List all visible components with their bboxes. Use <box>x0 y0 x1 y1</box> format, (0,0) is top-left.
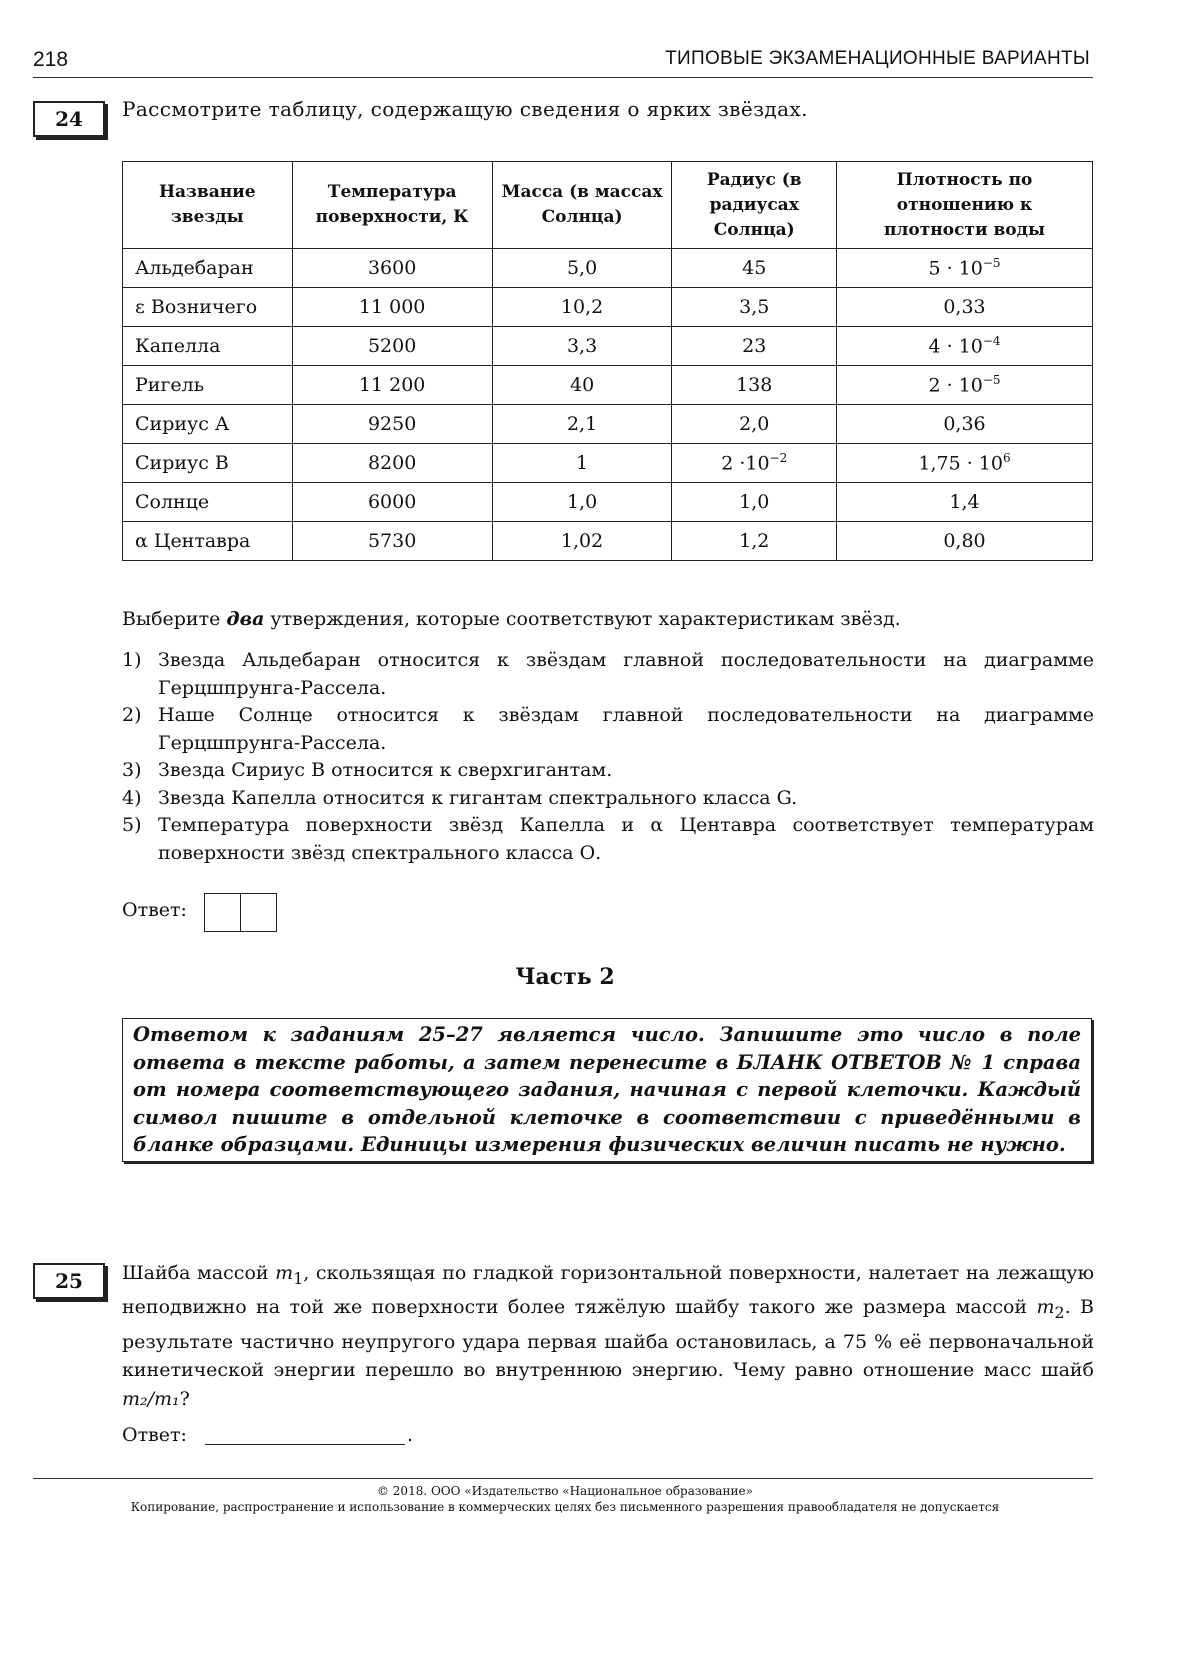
cell-density: $4 \cdot 10^{-4}$ <box>837 327 1093 366</box>
cell-density: $1,75 \cdot 10^6$ <box>837 444 1093 483</box>
statement-item: 5) Температура поверхности звёзд Капелла и α Центавра соответствует температурам поверхности звёзд спектрального класса О. <box>122 814 1094 864</box>
table-row <box>123 522 1093 561</box>
cell-temp: 3600 <box>292 249 492 288</box>
cell-density: 0,36 <box>837 405 1093 444</box>
table-row <box>123 483 1093 522</box>
cell-name: Сириус В <box>123 444 293 483</box>
cell-density: $2 \cdot 10^{-5}$ <box>837 366 1093 405</box>
answer-boxes-24 <box>204 893 277 932</box>
cell-radius: 3,5 <box>672 288 837 327</box>
cell-temp: 5730 <box>292 522 492 561</box>
cell-name: Солнце <box>123 483 293 522</box>
cell-density: 0,80 <box>837 522 1093 561</box>
cell-radius: 1,0 <box>672 483 837 522</box>
table-row <box>123 444 1093 483</box>
task-number-24: 24 <box>33 101 105 137</box>
footer-notice: Копирование, распространение и использование в коммерческих целях без письменного разрешения правообладателя не допускается <box>130 1500 1000 1514</box>
cell-radius: 138 <box>672 366 837 405</box>
cell-mass: 1 <box>492 444 672 483</box>
statement-item: 1) Звезда Альдебаран относится к звёздам главной последовательности на диаграмме Герцшпрунга-Рассела. <box>122 649 1094 699</box>
cell-density: 0,33 <box>837 288 1093 327</box>
task-number-25: 25 <box>33 1263 105 1299</box>
cell-temp: 8200 <box>292 444 492 483</box>
footer-copyright: © 2018. ООО «Издательство «Национальное образование» <box>376 1484 753 1498</box>
cell-mass: 5,0 <box>492 249 672 288</box>
task24-intro: Рассмотрите таблицу, содержащую сведения о ярких звёздах. <box>122 97 808 121</box>
statement-item: 2) Наше Солнце относится к звёздам главной последовательности на диаграмме Герцшпрунга-Рассела. <box>122 704 1094 754</box>
cell-temp: 11 000 <box>292 288 492 327</box>
statements-list <box>122 647 1094 867</box>
cell-radius: 23 <box>672 327 837 366</box>
cell-radius: $2 \cdot 10^{-2}$ <box>672 444 837 483</box>
part2-title: Часть 2 <box>515 964 615 990</box>
cell-temp: 6000 <box>292 483 492 522</box>
table-row <box>123 366 1093 405</box>
header-rule <box>33 77 1093 78</box>
answer-label-25: Ответ: <box>122 1424 187 1446</box>
column-header: Масса (в массах Солнца) <box>492 162 672 249</box>
cell-temp: 11 200 <box>292 366 492 405</box>
cell-mass: 3,3 <box>492 327 672 366</box>
task25-text: Шайба массой $m_1$, скользящая по гладкой горизонтальной поверхности, налетает на лежащую неподвижно на той же поверхности более тяжёлую шайбу такого же размера массой $m_2$. В результате частично неупругого удара первая шайба остановилась, а 75 % её первоначальной кинетической энергии перешло во внутреннюю энергию. Чему равно отношение масс шайб m₂/m₁? <box>122 1262 1094 1410</box>
table-row <box>123 288 1093 327</box>
cell-name: α Центавра <box>123 522 293 561</box>
cell-radius: 2,0 <box>672 405 837 444</box>
cell-radius: 45 <box>672 249 837 288</box>
cell-temp: 5200 <box>292 327 492 366</box>
footer-rule <box>33 1478 1093 1479</box>
answer-period: . <box>407 1424 414 1446</box>
task24-prompt: Выберите два утверждения, которые соответствуют характеристикам звёзд. <box>122 608 901 630</box>
cell-name: Сириус А <box>123 405 293 444</box>
column-header: Плотность по отношению к плотности воды <box>837 162 1093 249</box>
cell-name: Альдебаран <box>123 249 293 288</box>
cell-density: 1,4 <box>837 483 1093 522</box>
column-header: Температура поверхности, К <box>292 162 492 249</box>
page-number: 218 <box>33 48 69 71</box>
table-row <box>123 249 1093 288</box>
cell-mass: 1,0 <box>492 483 672 522</box>
cell-name: Капелла <box>123 327 293 366</box>
cell-mass: 1,02 <box>492 522 672 561</box>
table-row <box>123 405 1093 444</box>
cell-density: $5 \cdot 10^{-5}$ <box>837 249 1093 288</box>
answer-line-25[interactable] <box>205 1444 405 1445</box>
statement-item: 4) Звезда Капелла относится к гигантам спектрального класса G. <box>122 786 798 809</box>
cell-name: ε Возничего <box>123 288 293 327</box>
answer-cell-1[interactable] <box>204 893 241 932</box>
cell-temp: 9250 <box>292 405 492 444</box>
stars-table <box>122 161 1093 561</box>
table-row <box>123 327 1093 366</box>
cell-mass: 40 <box>492 366 672 405</box>
statement-item: 3) Звезда Сириус В относится к сверхгигантам. <box>122 759 613 781</box>
cell-name: Ригель <box>123 366 293 405</box>
running-header: ТИПОВЫЕ ЭКЗАМЕНАЦИОННЫЕ ВАРИАНТЫ <box>665 48 1090 69</box>
cell-radius: 1,2 <box>672 522 837 561</box>
answer-label-24: Ответ: <box>122 899 187 921</box>
part2-instructions: Ответом к заданиям 25–27 является число. Запишите это число в поле ответа в тексте работы, а затем перенесите в БЛАНК ОТВЕТОВ № 1 справа от номера соответствующего задания, начиная с первой клеточки. Каждый символ пишите в отдельной клеточке в соответствии с приведёнными в бланке образцами. Единицы измерения физических величин писать не нужно. <box>122 1018 1092 1162</box>
column-header: Радиус (в радиусах Солнца) <box>672 162 837 249</box>
answer-cell-2[interactable] <box>241 893 277 932</box>
cell-mass: 2,1 <box>492 405 672 444</box>
column-header: Название звезды <box>123 162 293 249</box>
cell-mass: 10,2 <box>492 288 672 327</box>
